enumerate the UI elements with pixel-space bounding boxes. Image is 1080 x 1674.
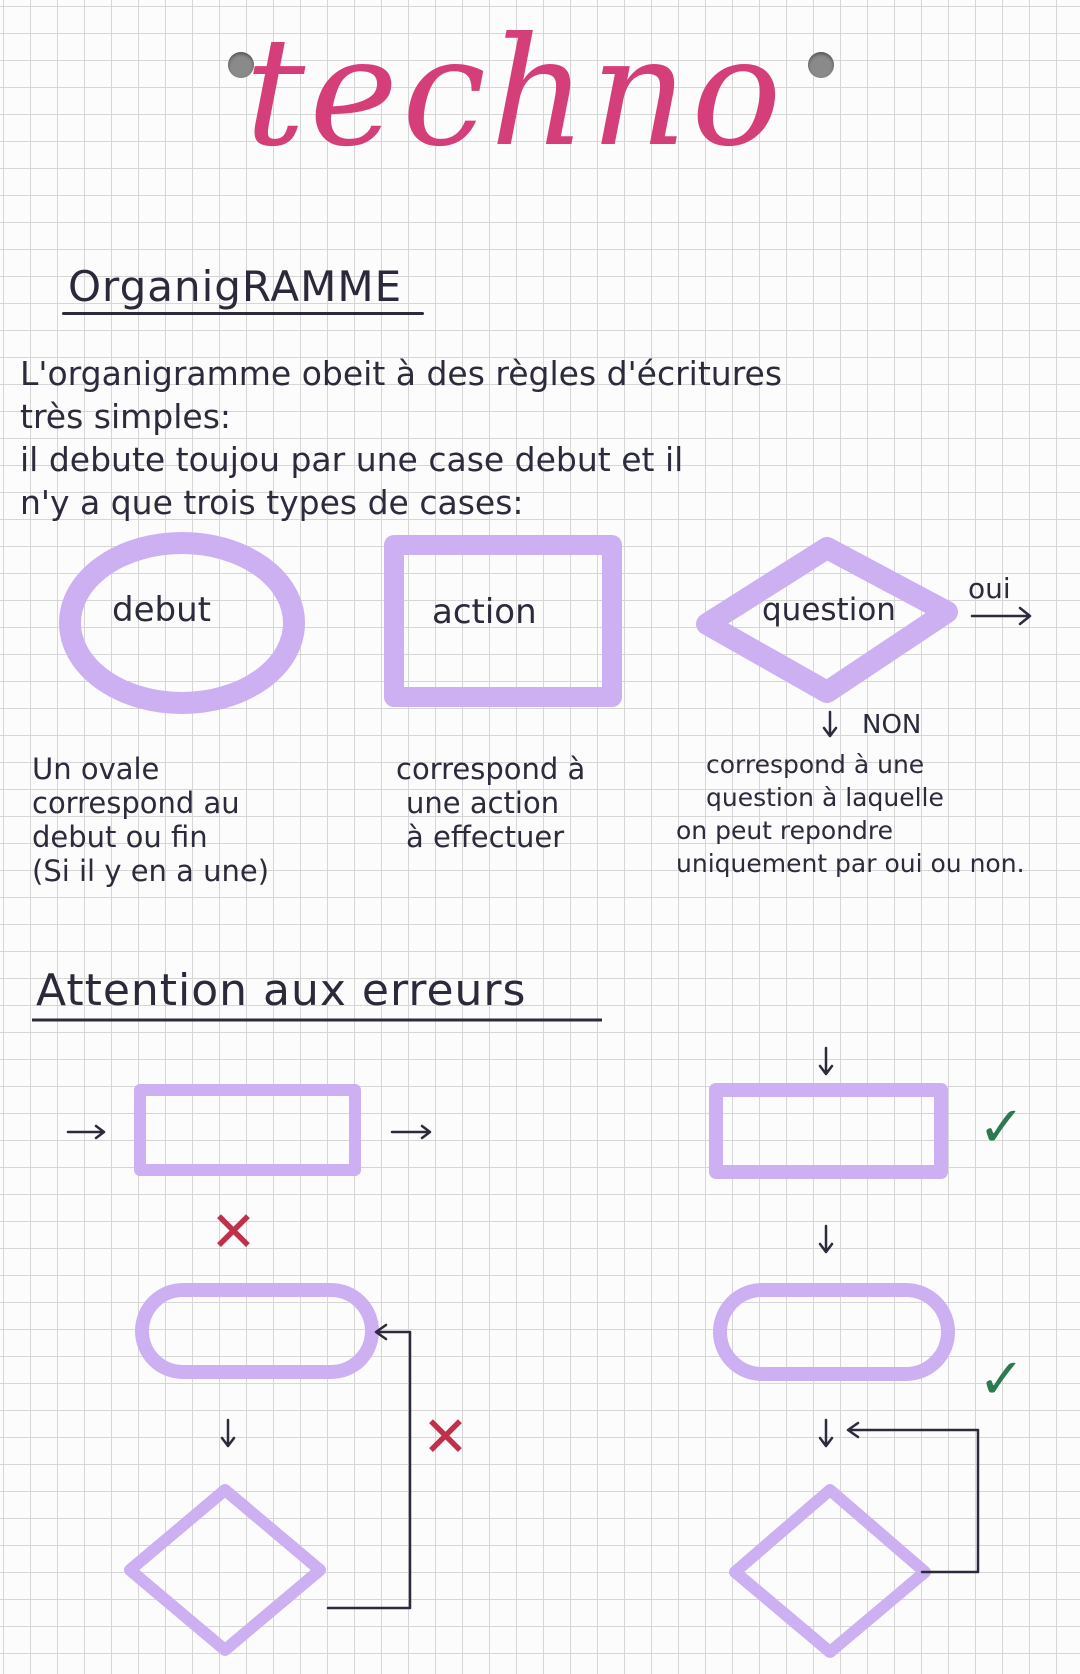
oval-description <box>32 752 269 888</box>
no-arrow <box>824 712 836 736</box>
oval-label: debut <box>112 590 211 630</box>
right-mark: ✓ <box>978 1347 1025 1412</box>
arrow-down-left <box>222 1420 234 1446</box>
paragraph-line: L'organigramme obeit à des règles d'écritures <box>20 354 783 393</box>
rectangle-description <box>396 752 585 854</box>
arrow-middle-right <box>820 1226 832 1252</box>
description-line: question à laquelle <box>706 783 944 812</box>
description-line: Un ovale <box>32 752 160 786</box>
arrow-in-left <box>68 1126 104 1138</box>
page-title: techno <box>245 6 786 180</box>
right-mark: ✓ <box>978 1095 1025 1160</box>
paragraph-line: n'y a que trois types de cases: <box>20 483 524 522</box>
description-line: debut ou fin <box>32 820 208 854</box>
description-line: (Si il y en a une) <box>32 854 270 888</box>
right-oval <box>720 1290 948 1374</box>
wrong-mark: ✕ <box>210 1200 257 1265</box>
section-heading-organigramme: OrganigRAMME <box>68 262 403 311</box>
paragraph-line: très simples: <box>20 397 232 436</box>
yes-label: oui <box>968 572 1011 605</box>
description-line: une action <box>406 786 560 820</box>
loop-back-right <box>848 1423 978 1572</box>
description-line: uniquement par oui ou non. <box>676 849 1025 878</box>
arrow-out-right <box>392 1126 430 1138</box>
paragraph-line: il debute toujou par une case debut et il <box>20 440 684 479</box>
right-rectangle <box>716 1090 941 1172</box>
arrow-top-right <box>820 1048 832 1074</box>
rectangle-label: action <box>432 592 537 632</box>
section-heading-errors: Attention aux erreurs <box>36 965 527 1016</box>
right-diamond <box>735 1490 925 1652</box>
yes-arrow <box>972 608 1030 624</box>
description-line: correspond à <box>396 752 586 786</box>
description-line: on peut repondre <box>676 816 894 845</box>
diamond-label: question <box>762 592 896 628</box>
description-line: correspond au <box>32 786 240 820</box>
description-line: correspond à une <box>706 750 925 779</box>
wrong-diamond <box>130 1490 320 1650</box>
no-label: NON <box>862 710 922 740</box>
wrong-mark: ✕ <box>422 1405 469 1470</box>
description-line: à effectuer <box>406 820 565 854</box>
wrong-rectangle <box>140 1090 355 1170</box>
wrong-oval <box>142 1290 372 1372</box>
diamond-description <box>676 748 1025 880</box>
arrow-lower-right <box>820 1420 832 1446</box>
